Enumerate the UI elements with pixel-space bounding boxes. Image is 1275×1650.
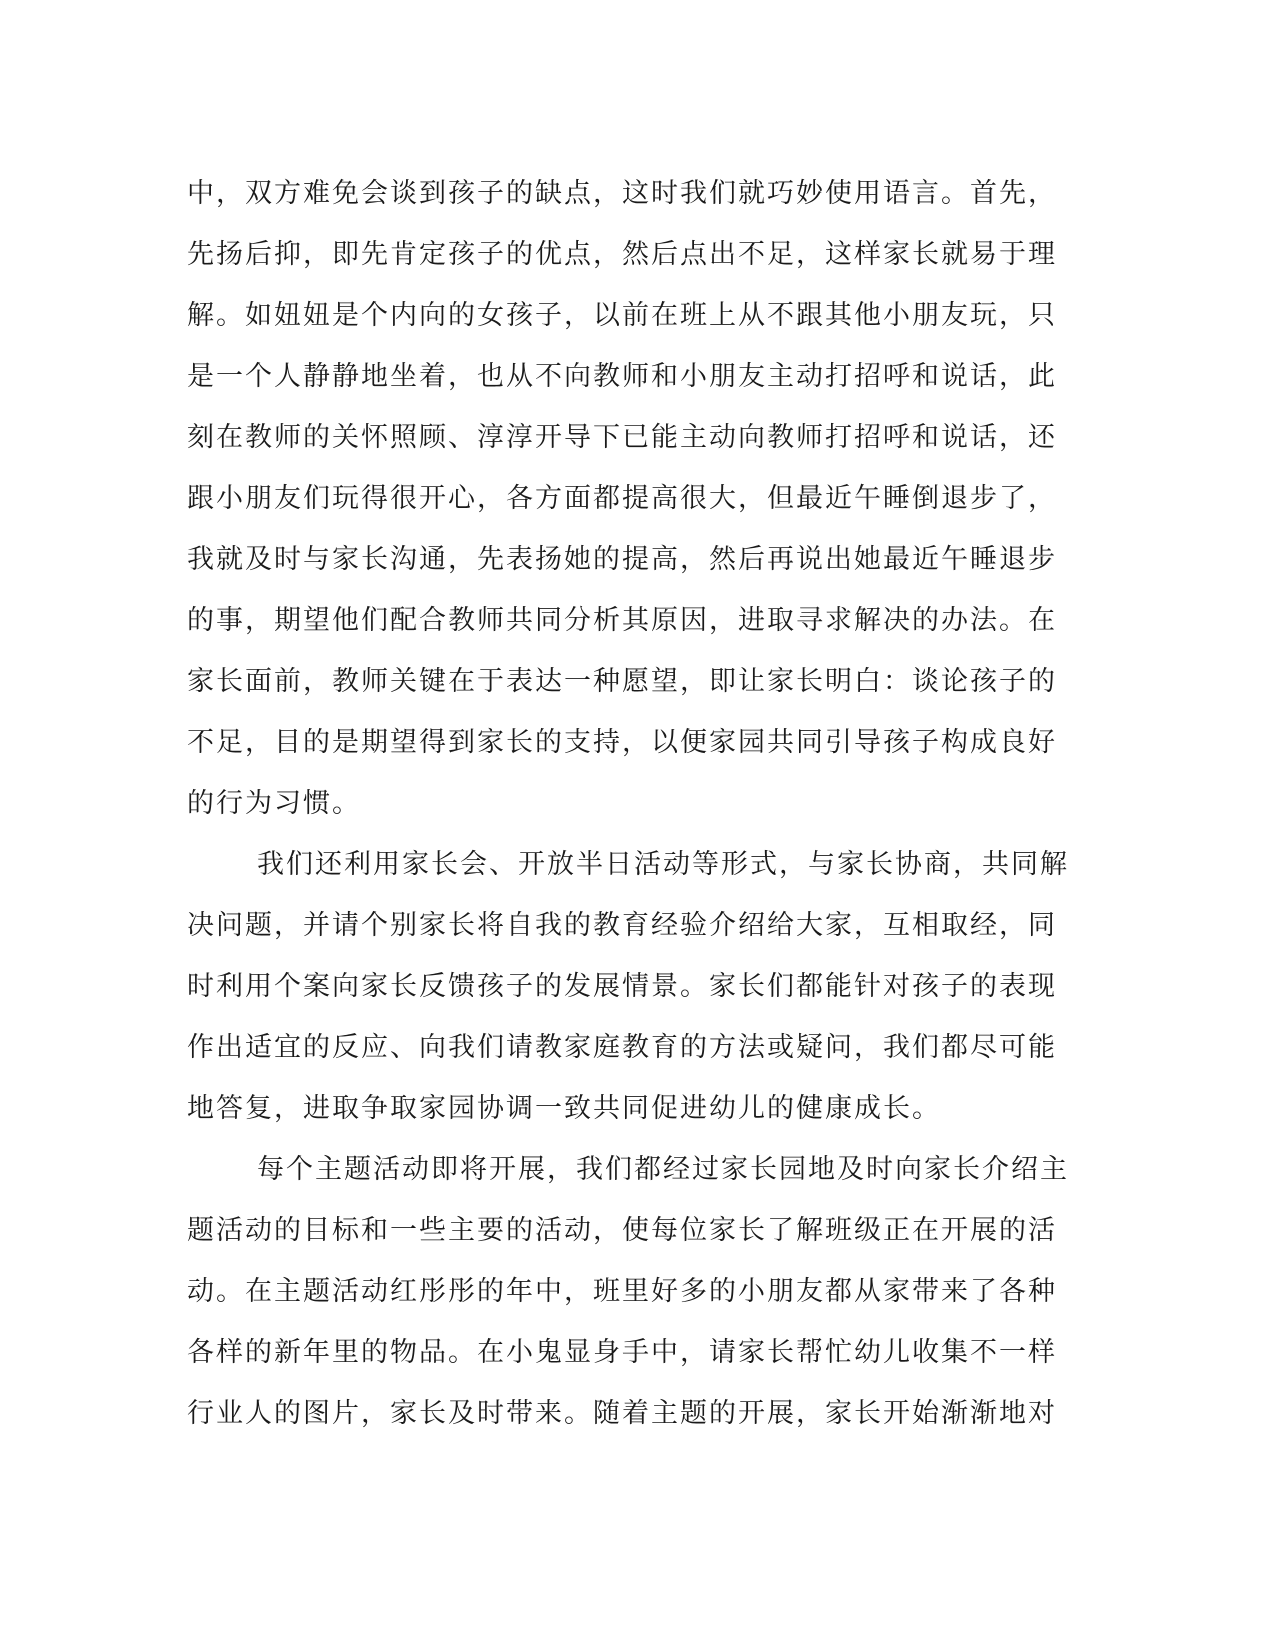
text-line: 各样的新年里的物品。在小鬼显身手中，请家长帮忙幼儿收集不一样 bbox=[187, 1337, 1057, 1368]
text-line: 先扬后抑，即先肯定孩子的优点，然后点出不足，这样家长就易于理 bbox=[187, 239, 1057, 270]
paragraph-first-line: 我们还利用家长会、开放半日活动等形式，与家长协商，共同解 bbox=[257, 849, 1069, 880]
text-line: 的行为习惯。 bbox=[187, 788, 361, 819]
text-line: 刻在教师的关怀照顾、淳淳开导下已能主动向教师打招呼和说话，还 bbox=[187, 422, 1057, 453]
text-line: 决问题，并请个别家长将自我的教育经验介绍给大家，互相取经，同 bbox=[187, 910, 1057, 941]
text-line: 中，双方难免会谈到孩子的缺点，这时我们就巧妙使用语言。首先， bbox=[187, 178, 1057, 209]
text-line: 是一个人静静地坐着，也从不向教师和小朋友主动打招呼和说话，此 bbox=[187, 361, 1057, 392]
text-line: 跟小朋友们玩得很开心，各方面都提高很大，但最近午睡倒退步了， bbox=[187, 483, 1057, 514]
text-line: 不足，目的是期望得到家长的支持，以便家园共同引导孩子构成良好 bbox=[187, 727, 1057, 758]
text-line: 解。如妞妞是个内向的女孩子，以前在班上从不跟其他小朋友玩，只 bbox=[187, 300, 1057, 331]
text-line: 行业人的图片，家长及时带来。随着主题的开展，家长开始渐渐地对 bbox=[187, 1398, 1057, 1429]
text-line: 地答复，进取争取家园协调一致共同促进幼儿的健康成长。 bbox=[187, 1093, 941, 1124]
text-line: 作出适宜的反应、向我们请教家庭教育的方法或疑问，我们都尽可能 bbox=[187, 1032, 1057, 1063]
text-line: 时利用个案向家长反馈孩子的发展情景。家长们都能针对孩子的表现 bbox=[187, 971, 1057, 1002]
text-line: 家长面前，教师关键在于表达一种愿望，即让家长明白：谈论孩子的 bbox=[187, 666, 1057, 697]
text-line: 动。在主题活动红彤彤的年中，班里好多的小朋友都从家带来了各种 bbox=[187, 1276, 1057, 1307]
body-text bbox=[187, 163, 1067, 1444]
text-line: 的事，期望他们配合教师共同分析其原因，进取寻求解决的办法。在 bbox=[187, 605, 1057, 636]
text-line: 题活动的目标和一些主要的活动，使每位家长了解班级正在开展的活 bbox=[187, 1215, 1057, 1246]
paragraph-first-line: 每个主题活动即将开展，我们都经过家长园地及时向家长介绍主 bbox=[257, 1154, 1069, 1185]
text-line: 我就及时与家长沟通，先表扬她的提高，然后再说出她最近午睡退步 bbox=[187, 544, 1057, 575]
